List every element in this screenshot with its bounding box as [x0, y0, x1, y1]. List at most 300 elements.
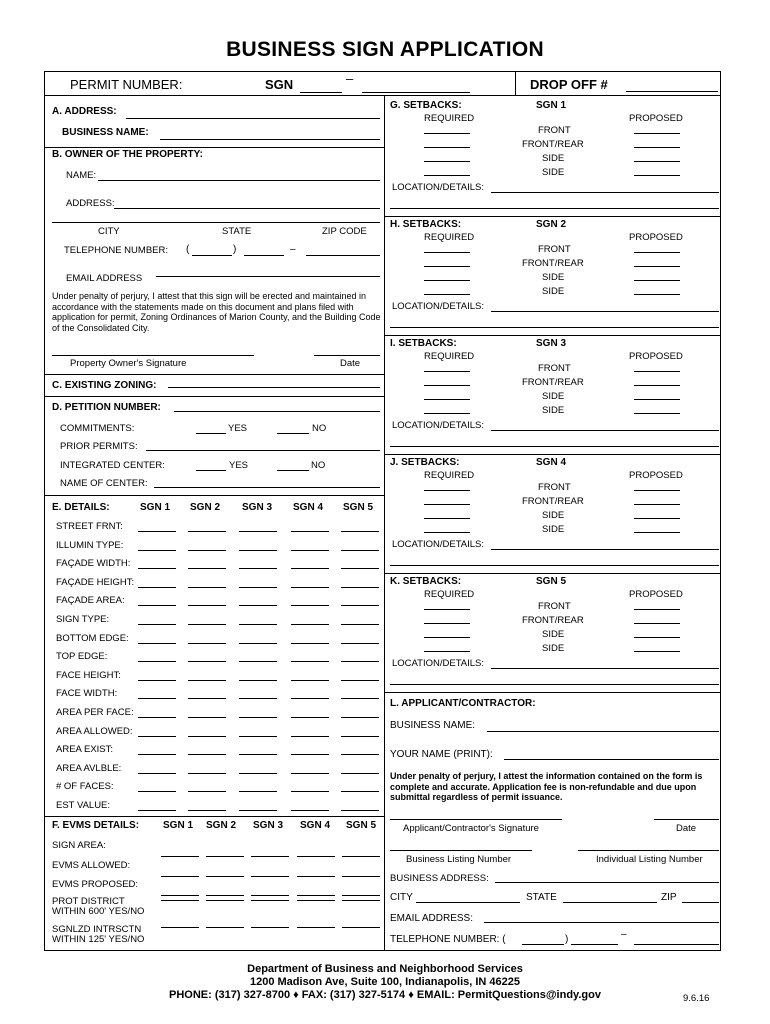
details-col-sgn2: SGN 2: [190, 502, 221, 513]
setback-row-label: FRONT: [538, 244, 571, 255]
location-details-label: LOCATION/DETAILS:: [392, 420, 485, 431]
existing-zoning-field[interactable]: [168, 387, 380, 388]
prot-district-field-sgn5[interactable]: [342, 900, 380, 901]
proposed-front-field[interactable]: [634, 371, 680, 372]
detail-field-sgn1[interactable]: [138, 810, 176, 811]
owner-address-field[interactable]: [114, 208, 380, 209]
proposed-front-field[interactable]: [634, 490, 680, 491]
evms-col-sgn5: SGN 5: [346, 820, 377, 831]
setbacks-sgn: SGN 4: [536, 457, 567, 468]
required-side-field[interactable]: [424, 294, 470, 295]
location-details-field-2[interactable]: [390, 327, 719, 328]
detail-row-label: FACE HEIGHT:: [56, 669, 121, 681]
location-details-field[interactable]: [491, 668, 719, 669]
required-side-field[interactable]: [424, 175, 470, 176]
detail-field-sgn2[interactable]: [188, 643, 226, 644]
required-side-field[interactable]: [424, 399, 470, 400]
owner-date-field[interactable]: [314, 355, 380, 356]
detail-field-sgn2[interactable]: [188, 680, 226, 681]
required-front-field[interactable]: [424, 490, 470, 491]
detail-field-sgn5[interactable]: [341, 698, 379, 699]
detail-field-sgn2[interactable]: [188, 773, 226, 774]
location-details-label: LOCATION/DETAILS:: [392, 301, 485, 312]
applicant-signature-caption: Applicant/Contractor's Signature: [403, 823, 539, 834]
city-caption: CITY: [98, 226, 120, 237]
business-listing-field[interactable]: [390, 850, 532, 851]
required-caption: REQUIRED: [424, 589, 475, 600]
owner-address-label: ADDRESS:: [66, 198, 115, 209]
required-front-rear-field[interactable]: [424, 504, 470, 505]
detail-field-sgn3[interactable]: [239, 624, 277, 625]
setback-row-label: SIDE: [542, 286, 565, 297]
detail-field-sgn5[interactable]: [341, 624, 379, 625]
business-name-label: BUSINESS NAME:: [62, 127, 149, 138]
location-details-field-2[interactable]: [390, 684, 719, 685]
detail-field-sgn1[interactable]: [138, 698, 176, 699]
detail-field-sgn4[interactable]: [291, 717, 329, 718]
owner-email-field[interactable]: [156, 276, 380, 277]
proposed-front-field[interactable]: [634, 252, 680, 253]
required-side-field[interactable]: [424, 161, 470, 162]
business-name-field[interactable]: [160, 139, 380, 140]
evms-field-sgn2[interactable]: [206, 895, 244, 896]
detail-field-sgn5[interactable]: [341, 754, 379, 755]
location-details-field-2[interactable]: [390, 446, 719, 447]
location-details-field[interactable]: [491, 311, 719, 312]
evms-row-label: SIGN AREA:: [52, 840, 106, 851]
detail-field-sgn4[interactable]: [291, 605, 329, 606]
location-details-label: LOCATION/DETAILS:: [392, 539, 485, 550]
required-front-rear-field[interactable]: [424, 623, 470, 624]
applicant-phone-prefix-field[interactable]: [571, 944, 618, 945]
detail-field-sgn4[interactable]: [291, 587, 329, 588]
detail-row-label: EST VALUE:: [56, 800, 111, 811]
detail-field-sgn3[interactable]: [239, 773, 277, 774]
detail-field-sgn2[interactable]: [188, 605, 226, 606]
applicant-email-label: EMAIL ADDRESS:: [390, 913, 473, 924]
applicant-label: L. APPLICANT/CONTRACTOR:: [390, 698, 536, 709]
detail-field-sgn1[interactable]: [138, 568, 176, 569]
applicant-telephone-label: TELEPHONE NUMBER: (: [390, 934, 506, 945]
detail-field-sgn3[interactable]: [239, 643, 277, 644]
setback-row-label: FRONT/REAR: [522, 139, 584, 150]
detail-field-sgn1[interactable]: [138, 680, 176, 681]
evms-field-sgn4[interactable]: [297, 856, 335, 857]
evms-row-label: EVMS ALLOWED:: [52, 859, 131, 871]
detail-field-sgn3[interactable]: [239, 754, 277, 755]
detail-field-sgn2[interactable]: [188, 661, 226, 662]
evms-field-sgn4[interactable]: [297, 895, 335, 896]
detail-field-sgn3[interactable]: [239, 736, 277, 737]
proposed-side-field[interactable]: [634, 294, 680, 295]
detail-row-label: TOP EDGE:: [56, 651, 108, 663]
evms-field-sgn1[interactable]: [161, 876, 199, 877]
detail-field-sgn1[interactable]: [138, 773, 176, 774]
required-caption: REQUIRED: [424, 113, 475, 124]
name-of-center-field[interactable]: [154, 487, 380, 488]
detail-field-sgn4[interactable]: [291, 791, 329, 792]
detail-field-sgn5[interactable]: [341, 550, 379, 551]
detail-field-sgn2[interactable]: [188, 624, 226, 625]
owner-phone-line-field[interactable]: [306, 255, 380, 256]
detail-field-sgn2[interactable]: [188, 698, 226, 699]
detail-field-sgn4[interactable]: [291, 698, 329, 699]
location-details-field[interactable]: [491, 430, 719, 431]
evms-col-sgn4: SGN 4: [300, 820, 331, 831]
detail-field-sgn5[interactable]: [341, 810, 379, 811]
setback-row-label: FRONT: [538, 363, 571, 374]
detail-field-sgn4[interactable]: [291, 550, 329, 551]
owner-phone-prefix-field[interactable]: [244, 255, 284, 256]
proposed-front-field[interactable]: [634, 609, 680, 610]
sgnlzd-field-sgn4[interactable]: [297, 927, 335, 928]
detail-row-label: AREA PER FACE:: [56, 707, 134, 718]
setback-row-label: SIDE: [542, 524, 565, 535]
permit-dash: –: [346, 71, 354, 86]
detail-field-sgn5[interactable]: [341, 717, 379, 718]
evms-field-sgn1[interactable]: [161, 856, 199, 857]
required-side-field[interactable]: [424, 518, 470, 519]
details-col-sgn5: SGN 5: [343, 502, 374, 513]
applicant-state-field[interactable]: [563, 902, 657, 903]
evms-field-sgn1[interactable]: [161, 895, 199, 896]
detail-field-sgn3[interactable]: [239, 791, 277, 792]
location-details-field[interactable]: [491, 192, 719, 193]
detail-field-sgn1[interactable]: [138, 550, 176, 551]
setback-row-label: SIDE: [542, 272, 565, 283]
permit-number-field-2[interactable]: [362, 92, 470, 93]
owner-email-label: EMAIL ADDRESS: [66, 273, 143, 284]
business-listing-caption: Business Listing Number: [406, 854, 512, 865]
detail-field-sgn2[interactable]: [188, 754, 226, 755]
required-front-rear-field[interactable]: [424, 385, 470, 386]
details-col-sgn1: SGN 1: [140, 502, 171, 513]
evms-field-sgn3[interactable]: [251, 876, 289, 877]
proposed-side-field[interactable]: [634, 413, 680, 414]
telephone-label: TELEPHONE NUMBER:: [64, 245, 168, 256]
required-front-field[interactable]: [424, 133, 470, 134]
evms-field-sgn3[interactable]: [251, 895, 289, 896]
form-version: 9.6.16: [683, 993, 710, 1004]
proposed-front-field[interactable]: [634, 133, 680, 134]
owner-perjury-statement: Under penalty of perjury, I attest that this sign will be erected and maintained in accordance with the statements made on this document and plans filed with application for permit, Zoning Ordinances of Marion County, and the Building Code of the Consolidated City.: [52, 291, 381, 333]
prot-district-field-sgn4[interactable]: [297, 900, 335, 901]
detail-row-label: FACE WIDTH:: [56, 688, 118, 700]
city-state-zip-field[interactable]: [52, 222, 380, 223]
detail-field-sgn5[interactable]: [341, 661, 379, 662]
detail-field-sgn3[interactable]: [239, 605, 277, 606]
detail-row-label: ILLUMIN TYPE:: [56, 539, 124, 551]
setback-row-label: SIDE: [542, 510, 565, 521]
detail-field-sgn4[interactable]: [291, 568, 329, 569]
applicant-zip-label: ZIP: [661, 892, 677, 903]
detail-field-sgn1[interactable]: [138, 624, 176, 625]
commitments-no-field[interactable]: [277, 433, 309, 434]
detail-field-sgn1[interactable]: [138, 754, 176, 755]
detail-field-sgn1[interactable]: [138, 717, 176, 718]
owner-signature-caption: Property Owner's Signature: [70, 358, 187, 369]
applicant-city-label: CITY: [390, 892, 413, 903]
detail-field-sgn2[interactable]: [188, 550, 226, 551]
detail-field-sgn4[interactable]: [291, 624, 329, 625]
your-name-field[interactable]: [504, 759, 719, 760]
detail-field-sgn3[interactable]: [239, 680, 277, 681]
owner-signature-field[interactable]: [52, 355, 254, 356]
evms-col-sgn1: SGN 1: [163, 820, 194, 831]
detail-field-sgn4[interactable]: [291, 754, 329, 755]
detail-field-sgn1[interactable]: [138, 605, 176, 606]
required-side-field[interactable]: [424, 413, 470, 414]
commitments-yes-field[interactable]: [196, 433, 226, 434]
detail-field-sgn1[interactable]: [138, 531, 176, 532]
proposed-caption: PROPOSED: [629, 232, 683, 243]
detail-row-label: # OF FACES:: [56, 781, 114, 793]
drop-off-field[interactable]: [626, 91, 718, 92]
prot-district-field-sgn3[interactable]: [251, 900, 289, 901]
setback-row-label: SIDE: [542, 167, 565, 178]
drop-off-label: DROP OFF #: [530, 77, 608, 92]
evms-col-sgn3: SGN 3: [253, 820, 284, 831]
proposed-caption: PROPOSED: [629, 470, 683, 481]
detail-field-sgn5[interactable]: [341, 568, 379, 569]
detail-field-sgn5[interactable]: [341, 773, 379, 774]
setbacks-sgn: SGN 1: [536, 100, 567, 111]
evms-col-sgn2: SGN 2: [206, 820, 237, 831]
evms-field-sgn2[interactable]: [206, 856, 244, 857]
zip-caption: ZIP CODE: [322, 226, 367, 237]
integrated-center-no-field[interactable]: [277, 470, 309, 471]
setbacks-label: K. SETBACKS:: [390, 576, 462, 587]
detail-field-sgn5[interactable]: [341, 605, 379, 606]
sgnlzd-field-sgn5[interactable]: [342, 927, 380, 928]
permit-number-label: PERMIT NUMBER:: [70, 77, 183, 92]
detail-field-sgn3[interactable]: [239, 550, 277, 551]
proposed-front-rear-field[interactable]: [634, 504, 680, 505]
proposed-front-rear-field[interactable]: [634, 147, 680, 148]
setback-row-label: FRONT: [538, 601, 571, 612]
location-details-field[interactable]: [491, 549, 719, 550]
detail-row-label: FAÇADE HEIGHT:: [56, 576, 135, 588]
setback-row-label: SIDE: [542, 643, 565, 654]
proposed-side-field[interactable]: [634, 280, 680, 281]
detail-field-sgn1[interactable]: [138, 643, 176, 644]
proposed-front-rear-field[interactable]: [634, 385, 680, 386]
required-caption: REQUIRED: [424, 232, 475, 243]
required-side-field[interactable]: [424, 637, 470, 638]
applicant-perjury-statement: Under penalty of perjury, I attest the information contained on the form is complete and accurate. Application fee is non-refundable and due upon submittal regardless of permit issuance.: [390, 771, 703, 802]
detail-field-sgn4[interactable]: [291, 680, 329, 681]
setbacks-label: J. SETBACKS:: [390, 457, 460, 468]
detail-field-sgn4[interactable]: [291, 810, 329, 811]
setbacks-label: I. SETBACKS:: [390, 338, 457, 349]
owner-date-caption: Date: [340, 358, 361, 369]
detail-row-label: FAÇADE WIDTH:: [56, 558, 131, 570]
owner-label: B. OWNER OF THE PROPERTY:: [52, 149, 203, 160]
required-side-field[interactable]: [424, 532, 470, 533]
detail-field-sgn2[interactable]: [188, 791, 226, 792]
detail-field-sgn3[interactable]: [239, 698, 277, 699]
detail-field-sgn5[interactable]: [341, 791, 379, 792]
setback-row-label: FRONT/REAR: [522, 496, 584, 507]
setback-row-label: SIDE: [542, 153, 565, 164]
location-details-field-2[interactable]: [390, 208, 719, 209]
detail-field-sgn3[interactable]: [239, 531, 277, 532]
prot-district-label: PROT DISTRICT: [52, 896, 125, 907]
required-front-field[interactable]: [424, 371, 470, 372]
location-details-label: LOCATION/DETAILS:: [392, 182, 485, 193]
detail-field-sgn2[interactable]: [188, 717, 226, 718]
owner-name-field[interactable]: [98, 180, 380, 181]
detail-field-sgn1[interactable]: [138, 791, 176, 792]
evms-field-sgn5[interactable]: [342, 895, 380, 896]
detail-row-label: AREA EXIST:: [56, 744, 114, 756]
applicant-email-field[interactable]: [484, 922, 719, 923]
setbacks-sgn: SGN 5: [536, 576, 567, 587]
detail-field-sgn2[interactable]: [188, 736, 226, 737]
detail-field-sgn2[interactable]: [188, 810, 226, 811]
detail-field-sgn5[interactable]: [341, 587, 379, 588]
proposed-side-field[interactable]: [634, 161, 680, 162]
detail-field-sgn4[interactable]: [291, 643, 329, 644]
sgnlzd-field-sgn3[interactable]: [251, 927, 289, 928]
name-of-center-label: NAME OF CENTER:: [60, 478, 148, 489]
footer-department: Department of Business and Neighborhood Services: [247, 963, 523, 975]
location-details-field-2[interactable]: [390, 565, 719, 566]
applicant-phone-line-field[interactable]: [634, 944, 719, 945]
detail-field-sgn4[interactable]: [291, 773, 329, 774]
detail-field-sgn5[interactable]: [341, 531, 379, 532]
required-side-field[interactable]: [424, 651, 470, 652]
footer-address: 1200 Madison Ave, Suite 100, Indianapolis, IN 46225: [249, 976, 520, 988]
applicant-business-name-field[interactable]: [487, 731, 719, 732]
applicant-zip-field[interactable]: [682, 902, 719, 903]
prot-district-field-sgn2[interactable]: [206, 900, 244, 901]
proposed-side-field[interactable]: [634, 651, 680, 652]
required-front-rear-field[interactable]: [424, 266, 470, 267]
detail-row-label: FAÇADE AREA:: [56, 595, 125, 607]
required-front-field[interactable]: [424, 252, 470, 253]
individual-listing-field[interactable]: [578, 850, 719, 851]
details-col-sgn3: SGN 3: [242, 502, 273, 513]
evms-field-sgn5[interactable]: [342, 876, 380, 877]
detail-field-sgn3[interactable]: [239, 661, 277, 662]
applicant-date-caption: Date: [676, 823, 697, 834]
petition-number-field[interactable]: [174, 411, 380, 412]
detail-field-sgn3[interactable]: [239, 568, 277, 569]
sgnlzd-field-sgn2[interactable]: [206, 927, 244, 928]
applicant-area-code-field[interactable]: [522, 944, 564, 945]
applicant-date-field[interactable]: [654, 819, 719, 820]
required-front-field[interactable]: [424, 609, 470, 610]
prior-permits-field[interactable]: [146, 450, 380, 451]
detail-row-label: STREET FRNT:: [56, 521, 123, 532]
proposed-caption: PROPOSED: [629, 113, 683, 124]
detail-field-sgn5[interactable]: [341, 643, 379, 644]
details-col-sgn4: SGN 4: [293, 502, 324, 513]
address-label: A. ADDRESS:: [52, 106, 117, 117]
prot-district-field-sgn1[interactable]: [161, 900, 199, 901]
detail-row-label: BOTTOM EDGE:: [56, 632, 129, 644]
petition-number-label: D. PETITION NUMBER:: [52, 402, 161, 413]
sgnlzd-intrsctn-label: SGNLZD INTRSCTN: [52, 924, 142, 935]
detail-field-sgn2[interactable]: [188, 587, 226, 588]
form-title: BUSINESS SIGN APPLICATION: [226, 38, 544, 61]
detail-field-sgn3[interactable]: [239, 810, 277, 811]
state-caption: STATE: [222, 226, 252, 237]
sgnlzd-field-sgn1[interactable]: [161, 927, 199, 928]
setback-row-label: FRONT/REAR: [522, 258, 584, 269]
detail-field-sgn2[interactable]: [188, 531, 226, 532]
evms-field-sgn4[interactable]: [297, 876, 335, 877]
evms-field-sgn2[interactable]: [206, 876, 244, 877]
detail-field-sgn4[interactable]: [291, 661, 329, 662]
proposed-side-field[interactable]: [634, 518, 680, 519]
detail-field-sgn5[interactable]: [341, 736, 379, 737]
owner-area-code-field[interactable]: [192, 255, 232, 256]
integrated-center-yes-field[interactable]: [196, 470, 226, 471]
detail-field-sgn1[interactable]: [138, 736, 176, 737]
setback-row-label: SIDE: [542, 391, 565, 402]
detail-field-sgn5[interactable]: [341, 680, 379, 681]
required-side-field[interactable]: [424, 280, 470, 281]
setbacks-label: H. SETBACKS:: [390, 219, 462, 230]
required-caption: REQUIRED: [424, 351, 475, 362]
proposed-front-rear-field[interactable]: [634, 623, 680, 624]
detail-row-label: SIGN TYPE:: [56, 614, 110, 625]
detail-row-label: AREA ALLOWED:: [56, 725, 133, 737]
required-front-rear-field[interactable]: [424, 147, 470, 148]
business-address-label: BUSINESS ADDRESS:: [390, 873, 489, 884]
setback-row-label: FRONT: [538, 482, 571, 493]
detail-field-sgn2[interactable]: [188, 568, 226, 569]
evms-field-sgn3[interactable]: [251, 856, 289, 857]
footer-contact: PHONE: (317) 327-8700 ♦ FAX: (317) 327-5174 ♦ EMAIL: PermitQuestions@indy.gov: [169, 989, 601, 1001]
applicant-city-field[interactable]: [416, 902, 520, 903]
detail-field-sgn4[interactable]: [291, 736, 329, 737]
proposed-side-field[interactable]: [634, 175, 680, 176]
applicant-state-label: STATE: [526, 892, 557, 903]
detail-field-sgn1[interactable]: [138, 661, 176, 662]
business-address-field[interactable]: [495, 882, 719, 883]
detail-field-sgn3[interactable]: [239, 717, 277, 718]
setbacks-label: G. SETBACKS:: [390, 100, 462, 111]
setback-row-label: SIDE: [542, 629, 565, 640]
applicant-signature-field[interactable]: [390, 819, 562, 820]
evms-details-label: F. EVMS DETAILS:: [52, 820, 140, 831]
proposed-side-field[interactable]: [634, 532, 680, 533]
applicant-business-name-label: BUSINESS NAME:: [390, 720, 476, 731]
sgn-label: SGN: [265, 77, 294, 92]
proposed-front-rear-field[interactable]: [634, 266, 680, 267]
individual-listing-caption: Individual Listing Number: [596, 854, 703, 865]
setbacks-sgn: SGN 3: [536, 338, 567, 349]
detail-field-sgn1[interactable]: [138, 587, 176, 588]
address-field[interactable]: [126, 118, 380, 119]
evms-row-label: EVMS PROPOSED:: [52, 879, 139, 890]
evms-field-sgn5[interactable]: [342, 856, 380, 857]
detail-row-label: AREA AVLBLE:: [56, 762, 122, 774]
setback-row-label: SIDE: [542, 405, 565, 416]
commitments-label: COMMITMENTS:: [60, 423, 135, 434]
detail-field-sgn4[interactable]: [291, 531, 329, 532]
detail-field-sgn3[interactable]: [239, 587, 277, 588]
permit-number-field-1[interactable]: [300, 92, 342, 93]
setback-row-label: FRONT/REAR: [522, 377, 584, 388]
proposed-side-field[interactable]: [634, 399, 680, 400]
column-divider: [384, 95, 385, 951]
your-name-label: YOUR NAME (PRINT):: [390, 749, 493, 760]
proposed-side-field[interactable]: [634, 637, 680, 638]
